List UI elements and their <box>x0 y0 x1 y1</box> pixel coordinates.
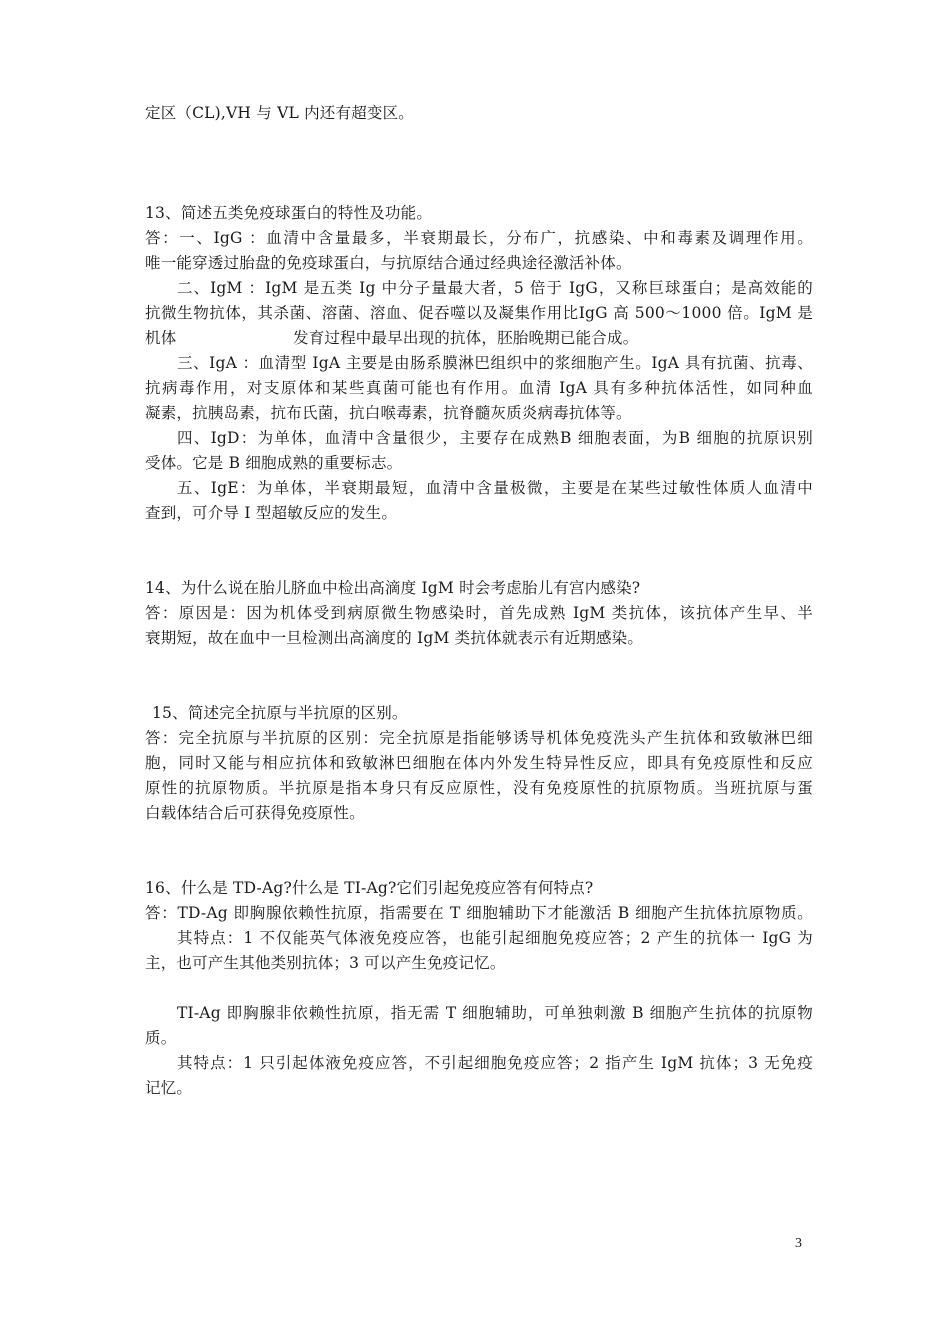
text-line: 原性的抗原物质。半抗原是指本身只有反应原性，没有免疫原性的抗原物质。当班抗原与蛋 <box>145 779 813 797</box>
question-15-heading: 15、简述完全抗原与半抗原的区别。 <box>152 704 408 722</box>
text-line: 五、IgE：为单体，半衰期最短，血清中含量极微，主要是在某些过敏性体质人血清中 <box>177 479 813 497</box>
text-line: 白载体结合后可获得免疫原性。 <box>145 804 365 822</box>
question-16-heading: 16、什么是 TD-Ag?什么是 TI-Ag?它们引起免疫应答有何特点? <box>145 879 594 897</box>
text-line: 答：一、IgG ：血清中含量最多，半衰期最长，分布广，抗感染、中和毒素及调理作用。 <box>145 229 813 247</box>
text-line: 凝素，抗胰岛素，抗布氏菌，抗白喉毒素，抗脊髓灰质炎病毒抗体等。 <box>145 404 632 422</box>
text-line: 发育过程中最早出现的抗体，胚胎晚期已能合成。 <box>293 329 639 347</box>
text-line: 查到，可介导 I 型超敏反应的发生。 <box>145 504 398 522</box>
text-line: 其特点：1 只引起体液免疫应答，不引起细胞免疫应答；2 指产生 IgM 抗体；3 无免疫 <box>177 1054 813 1072</box>
text-line: 机体 <box>145 329 177 347</box>
text-line: 记忆。 <box>145 1079 193 1097</box>
text-line: TI-Ag 即胸腺非依赖性抗原，指无需 T 细胞辅助，可单独刺激 B 细胞产生抗体的抗原物 <box>177 1004 813 1022</box>
question-14-heading: 14、为什么说在胎儿脐血中检出高滴度 IgM 时会考虑胎儿有宫内感染? <box>145 579 641 597</box>
text-line: 四、IgD：为单体，血清中含量很少，主要存在成熟B 细胞表面，为B 细胞的抗原识别 <box>177 429 813 447</box>
text-line: 主，也可产生其他类别抗体；3 可以产生免疫记忆。 <box>145 954 506 972</box>
text-line: 衰期短，故在血中一旦检测出高滴度的 IgM 类抗体就表示有近期感染。 <box>145 629 644 647</box>
text-line: 定区（CL),VH 与 VL 内还有超变区。 <box>145 104 415 122</box>
text-line: 答：TD-Ag 即胸腺依赖性抗原，指需要在 T 细胞辅助下才能激活 B 细胞产生抗体抗原物质。 <box>145 904 813 922</box>
text-line: 二、IgM ：IgM 是五类 Ig 中分子量最大者，5 倍于 IgG，又称巨球蛋白；是高效能的 <box>177 279 813 297</box>
page-number: 3 <box>795 1236 802 1251</box>
text-line: 胞，同时又能与相应抗体和致敏淋巴细胞在体内外发生特异性反应，即具有免疫原性和反应 <box>145 754 813 772</box>
text-line: 三、IgA ：血清型 IgA 主要是由肠系膜淋巴组织中的浆细胞产生。IgA 具有抗菌、抗毒、 <box>177 354 813 372</box>
text-line: 其特点：1 不仅能英气体液免疫应答，也能引起细胞免疫应答；2 产生的抗体一 IgG 为 <box>177 929 813 947</box>
text-line: 答：完全抗原与半抗原的区别：完全抗原是指能够诱导机体免疫洗头产生抗体和致敏淋巴细 <box>145 729 813 747</box>
text-line: 抗微生物抗体，其杀菌、溶菌、溶血、促吞噬以及凝集作用比IgG 高 500～1000 倍。IgM 是 <box>145 304 813 322</box>
text-line: 抗病毒作用，对支原体和某些真菌可能也有作用。血清 IgA 具有多种抗体活性，如同种血 <box>145 379 813 397</box>
text-line: 答：原因是：因为机体受到病原微生物感染时，首先成熟 IgM 类抗体，该抗体产生早、半 <box>145 604 813 622</box>
text-line: 质。 <box>145 1029 177 1047</box>
text-line: 唯一能穿透过胎盘的免疫球蛋白，与抗原结合通过经典途径激活补体。 <box>145 254 632 272</box>
question-13-heading: 13、简述五类免疫球蛋白的特性及功能。 <box>145 204 433 222</box>
text-line: 受体。它是 B 细胞成熟的重要标志。 <box>145 454 403 472</box>
